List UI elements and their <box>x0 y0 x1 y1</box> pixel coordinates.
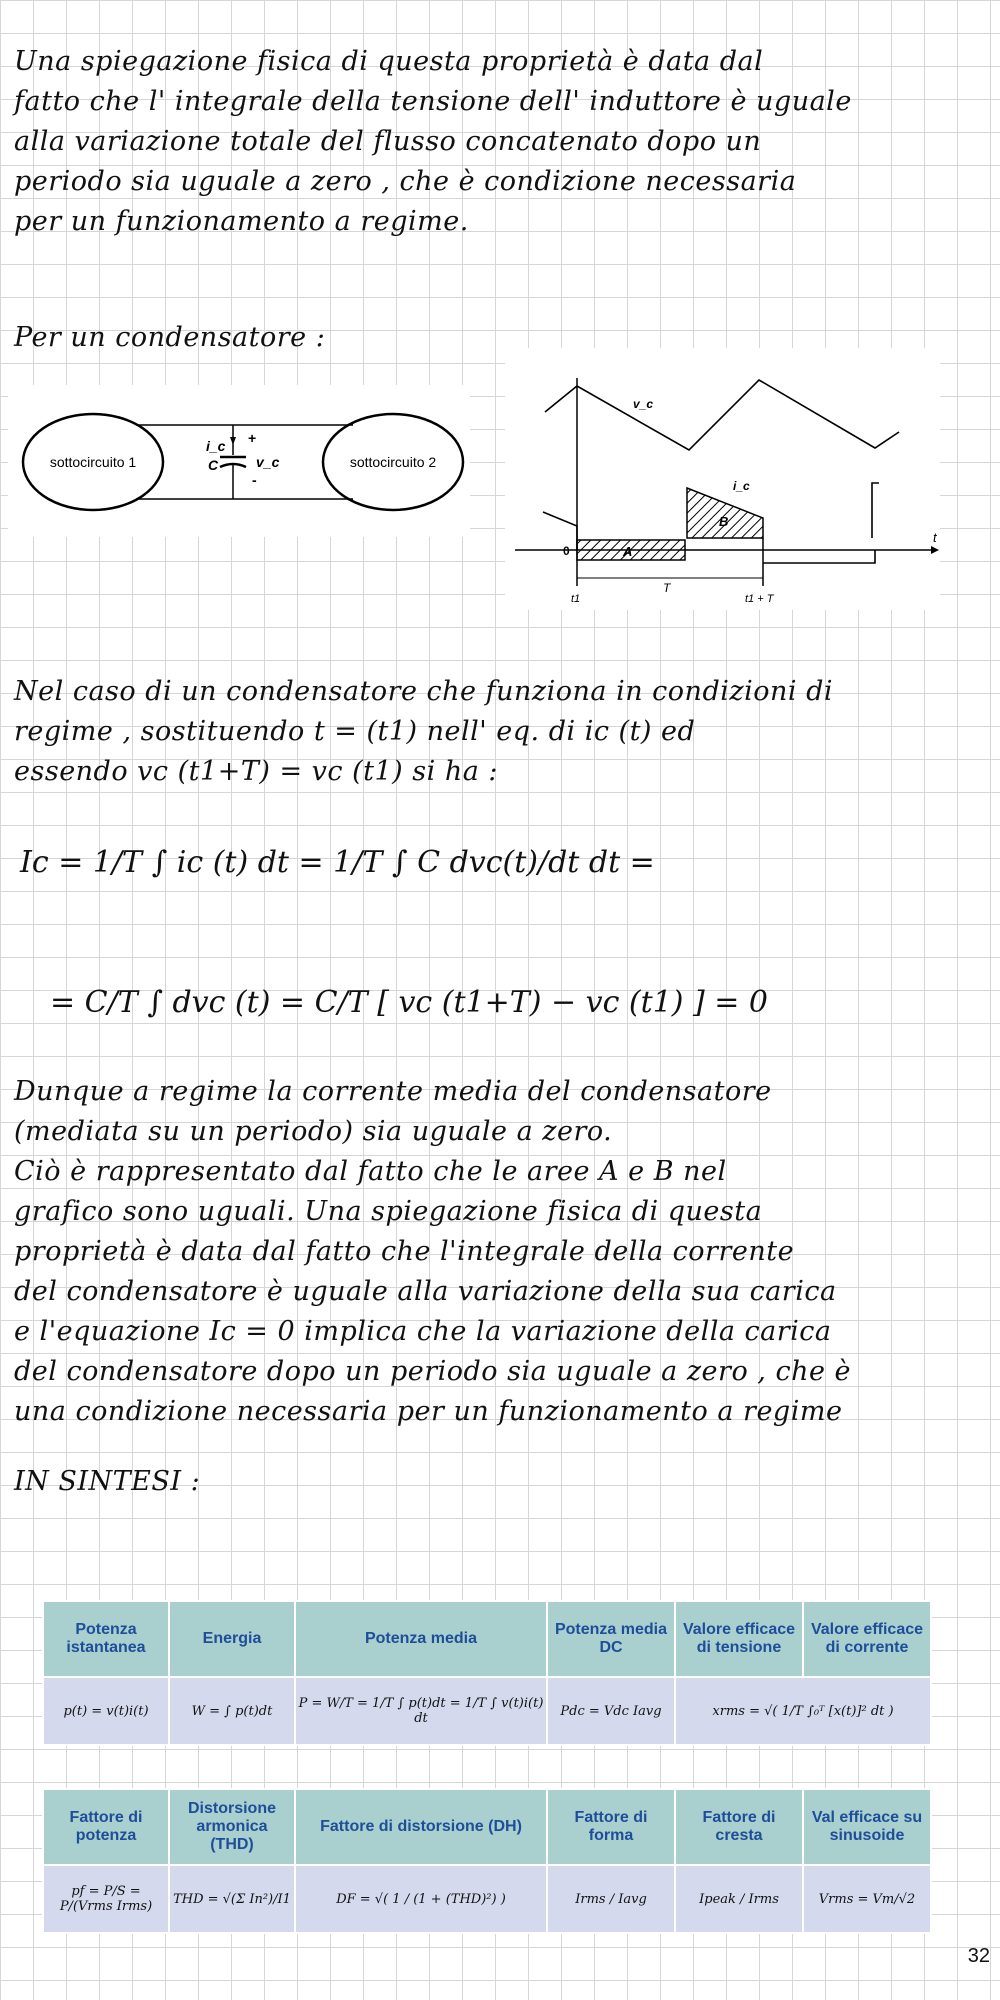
text-line: Ciò è rappresentato dal fatto che le aree A e B nel <box>14 1156 727 1187</box>
table-header: Potenza media DC <box>547 1601 675 1677</box>
table-header: Fattore di potenza <box>43 1789 169 1865</box>
table-header: Val efficace su sinusoide <box>803 1789 931 1865</box>
table-header: Fattore di forma <box>547 1789 675 1865</box>
table-header: Distorsione armonica (THD) <box>169 1789 295 1865</box>
waveform-diagram <box>505 348 940 610</box>
text-line: essendo vc (t1+T) = vc (t1) si ha : <box>14 756 499 787</box>
circuit-diagram <box>8 385 470 537</box>
text-line: fatto che l' integrale della tensione dell' induttore è uguale <box>14 86 852 117</box>
table-header: Fattore di cresta <box>675 1789 803 1865</box>
table-cell: W = ∫ p(t)dt <box>169 1677 295 1745</box>
text-line: grafico sono uguali. Una spiegazione fisica di questa <box>14 1196 763 1227</box>
table-cell: Ipeak / Irms <box>675 1865 803 1933</box>
table-header: Energia <box>169 1601 295 1677</box>
paragraph-regime <box>14 672 984 792</box>
t1-label: t1 <box>571 593 581 605</box>
text-line: Dunque a regime la corrente media del condensatore <box>14 1076 772 1107</box>
paragraph-intro <box>14 42 984 242</box>
heading-text: IN SINTESI : <box>14 1466 201 1497</box>
table-header: Potenza istantanea <box>43 1601 169 1677</box>
table-header: Valore efficace di corrente <box>803 1601 931 1677</box>
t-axis-arrow-icon <box>931 546 939 554</box>
table-cell: Vrms = Vm/√2 <box>803 1865 931 1933</box>
area-b <box>687 488 763 538</box>
voltage-label: v_c <box>256 454 280 470</box>
area-b-label: B <box>719 514 729 529</box>
vc-waveform <box>545 380 899 450</box>
heading-sintesi <box>14 1462 984 1502</box>
text-line: Nel caso di un condensatore che funziona in condizioni di <box>14 676 834 707</box>
text-line: e l'equazione Ic = 0 implica che la variazione della carica <box>14 1316 832 1347</box>
vc-label: v_c <box>633 397 654 411</box>
cap-label: C <box>208 457 219 473</box>
subcircuit-2-label: sottocircuito 2 <box>349 454 437 470</box>
text-line: del condensatore dopo un periodo sia uguale a zero , che è <box>14 1356 851 1387</box>
table-cell: pf = P/S = P/(Vrms Irms) <box>43 1865 169 1933</box>
text-line: periodo sia uguale a zero , che è condizione necessaria <box>14 166 797 197</box>
subcircuit-1-label: sottocircuito 1 <box>49 454 137 470</box>
period-label: T <box>663 581 671 595</box>
text-line: alla variazione totale del flusso concatenato dopo un <box>14 126 762 157</box>
text-line: Una spiegazione fisica di questa proprietà è data dal <box>14 46 764 77</box>
current-arrow-icon <box>230 437 236 445</box>
table-cell: DF = √( 1 / (1 + (THD)²) ) <box>295 1865 547 1933</box>
equation-line-1: Ic = 1/T ∫ ic (t) dt = 1/T ∫ C dvc(t)/dt dt = <box>20 845 655 880</box>
table-cell: xrms = √( 1/T ∫₀ᵀ [x(t)]² dt ) <box>675 1677 931 1745</box>
table-cell: P = W/T = 1/T ∫ p(t)dt = 1/T ∫ v(t)i(t) dt <box>295 1677 547 1745</box>
table-header: Potenza media <box>295 1601 547 1677</box>
summary-table-1 <box>42 1600 932 1746</box>
text-line: regime , sostituendo t = (t1) nell' eq. di ic (t) ed <box>14 716 696 747</box>
page-number: 32 <box>967 1945 990 1967</box>
text-line: una condizione necessaria per un funzionamento a regime <box>14 1396 843 1427</box>
ic-waveform-tail <box>872 483 879 538</box>
paragraph-conclusion <box>14 1072 984 1432</box>
equation-line-2: = C/T ∫ dvc (t) = C/T [ vc (t1+T) − vc (t1) ] = 0 <box>50 985 769 1020</box>
table-header: Valore efficace di tensione <box>675 1601 803 1677</box>
plus-sign: + <box>248 430 257 446</box>
text-line: (mediata su un periodo) sia uguale a zero. <box>14 1116 613 1147</box>
summary-table-2 <box>42 1788 932 1934</box>
text-line: proprietà è data dal fatto che l'integrale della corrente <box>14 1236 795 1267</box>
origin-label: 0 <box>563 544 570 558</box>
text-line: per un funzionamento a regime. <box>14 206 469 237</box>
table-cell: Irms / Iavg <box>547 1865 675 1933</box>
table-cell: Pdc = Vdc Iavg <box>547 1677 675 1745</box>
ic-waveform-post <box>763 550 875 563</box>
minus-sign: - <box>252 472 257 488</box>
ic-waveform-pre <box>543 512 577 550</box>
t1T-label: t1 + T <box>745 593 774 605</box>
table-cell: THD = √(Σ In²)/I1 <box>169 1865 295 1933</box>
heading-text: Per un condensatore : <box>14 322 326 353</box>
text-line: del condensatore è uguale alla variazione della sua carica <box>14 1276 837 1307</box>
current-label: i_c <box>206 438 226 454</box>
ic-label: i_c <box>733 479 750 493</box>
table-header: Fattore di distorsione (DH) <box>295 1789 547 1865</box>
area-a-label: A <box>623 544 633 559</box>
t-axis-label: t <box>933 530 937 545</box>
table-cell: p(t) = v(t)i(t) <box>43 1677 169 1745</box>
